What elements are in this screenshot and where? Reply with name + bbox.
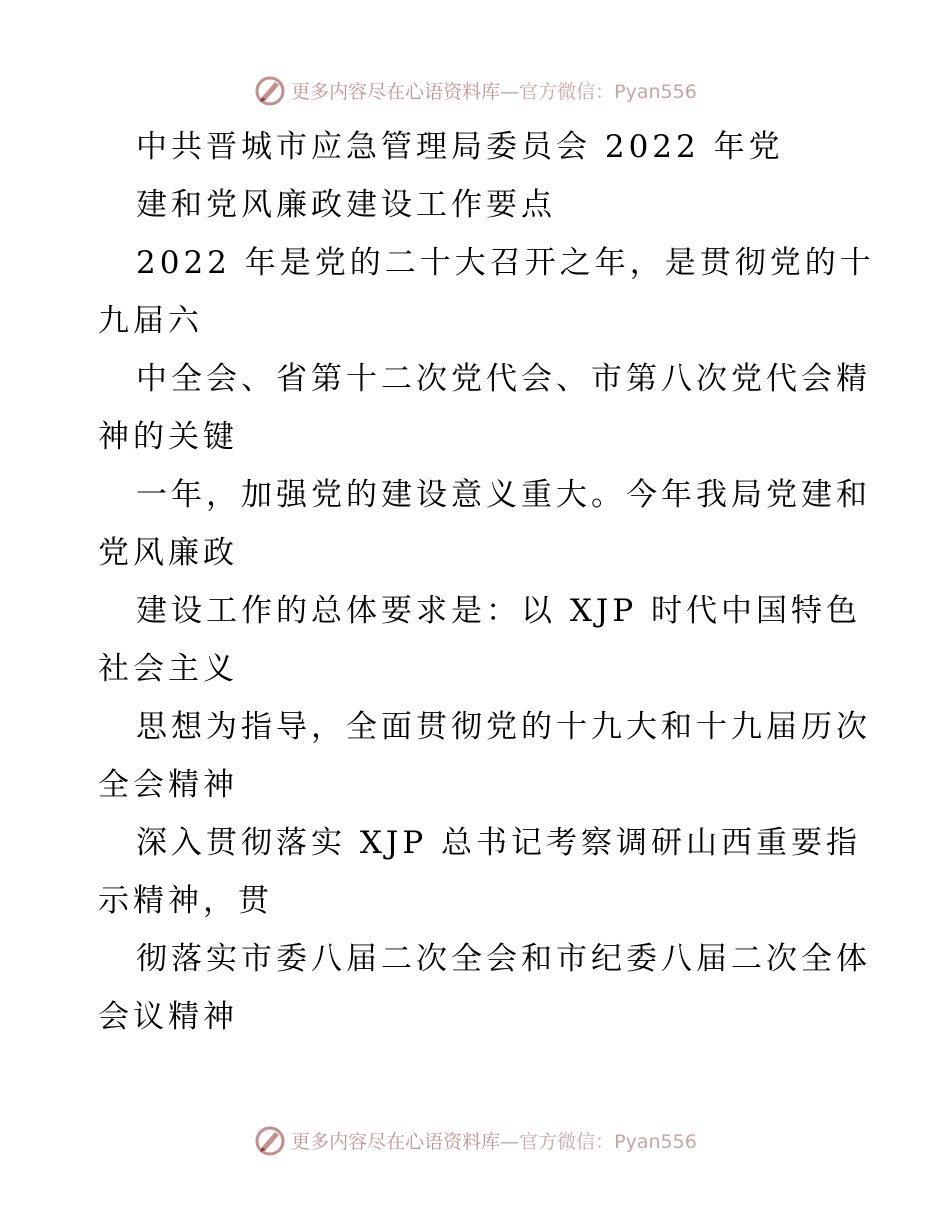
document-title-line-2: 建和党风廉政建设工作要点 [136,187,556,223]
watermark-text [291,77,697,104]
paragraph-line: 会议精神 [98,999,238,1035]
paragraph-line: 深入贯彻落实 XJP 总书记考察调研山西重要指 [136,825,862,861]
paragraph-line: 社会主义 [98,651,238,687]
paragraph-line: 彻落实市委八届二次全会和市纪委八届二次全体 [136,941,871,977]
document-body [98,118,875,1046]
paragraph-line: 示精神，贯 [98,883,273,919]
watermark-slogan: 更多内容尽在心语资料库 [291,80,501,103]
watermark-separator: — [500,80,520,103]
pen-logo-icon [253,73,287,107]
paragraph-line: 九届六 [98,303,203,339]
paragraph-line: 思想为指导，全面贯彻党的十九大和十九届历次 [136,709,871,745]
pen-logo-icon [253,1123,287,1157]
paragraph-line: 中全会、省第十二次党代会、市第八次党代会精 [136,361,871,397]
document-title-line-1: 中共晋城市应急管理局委员会 2022 年党 [136,129,784,165]
watermark-slogan: 更多内容尽在心语资料库 [291,1130,501,1153]
paragraph-line: 全会精神 [98,767,238,803]
paragraph-line: 神的关键 [98,419,238,455]
paragraph-line: 建设工作的总体要求是：以 XJP 时代中国特色 [136,593,862,629]
watermark-contact: 官方微信：Pyan556 [519,80,697,103]
footer-watermark [0,1120,950,1160]
paragraph-line: 2022 年是党的二十大召开之年，是贯彻党的十 [136,245,875,281]
watermark-contact: 官方微信：Pyan556 [519,1130,697,1153]
paragraph-line: 一年，加强党的建设意义重大。今年我局党建和 [136,477,871,513]
watermark-separator: — [500,1130,520,1153]
paragraph-line: 党风廉政 [98,535,238,571]
watermark-text [291,1127,697,1154]
header-watermark [0,70,950,110]
